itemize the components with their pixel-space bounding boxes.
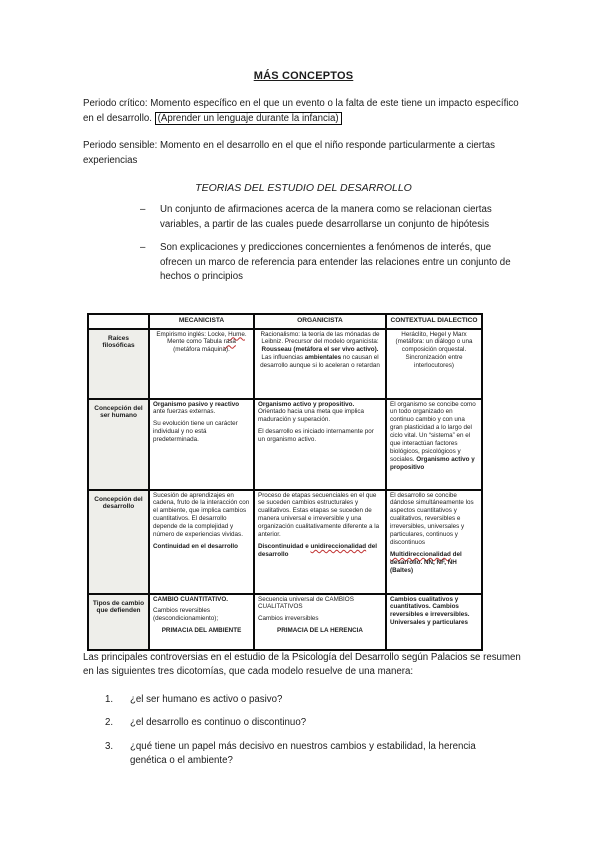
cell-paragraph: Cambios irreversibles: [258, 615, 319, 623]
table-cell: [254, 399, 386, 490]
table-row: [88, 594, 482, 650]
table-cell: [149, 329, 254, 399]
boxed-annotation: (Aprender un lenguaje durante la infancia): [155, 112, 342, 125]
cell-paragraph: Secuencia universal de CAMBIOS CUALITATIVOS: [258, 595, 354, 611]
row-label: Concepción del desarrollo: [88, 490, 149, 594]
row-label: Raíces filosóficas: [88, 329, 149, 399]
section-heading: TEORIAS DEL ESTUDIO DEL DESARROLLO: [195, 182, 412, 194]
table-cell: [149, 594, 254, 650]
table-cell: [386, 594, 482, 650]
item-number: 2.: [105, 717, 114, 728]
table-cell: [149, 490, 254, 594]
column-header: CONTEXTUAL DIALECTICO: [386, 314, 482, 329]
cell-paragraph: CAMBIO CUANTITATIVO.: [153, 595, 228, 603]
table-cell: [386, 490, 482, 594]
table-cell: [254, 490, 386, 594]
item-number: 1.: [105, 693, 114, 705]
row-label: Tipos de cambio que defienden: [88, 594, 149, 650]
item-number: 3.: [105, 740, 114, 752]
cell-paragraph: El desarrollo es iniciado internamente por un organismo activo.: [258, 428, 374, 444]
bullet-text: Un conjunto de afirmaciones acerca de la manera como se relacionan ciertas variables, a partir de las cuales puede desarrollarse un conjunto de hipótesis: [160, 204, 492, 230]
item-text: ¿qué tiene un papel más decisivo en nuestros cambios y estabilidad, la herencia genética o el ambiente?: [130, 740, 476, 766]
table-cell: [149, 399, 254, 490]
bullet-text: Son explicaciones y predicciones concernientes a fenómenos de interés, que ofrecen un marco de referencia para entender las relaciones entre un conjunto de hechos o principios: [160, 242, 511, 282]
table-header-row: [88, 314, 482, 329]
numbered-item: [105, 716, 505, 731]
table-cell: [386, 329, 482, 399]
cell-paragraph: El organismo se concibe como un todo organizado en continuo cambio y con una gran plasticidad a lo largo del ciclo vital. Un “sistema” en el que interactúan factores biológicos, psicológicos y sociales. Organismo activo y propositivo: [390, 400, 476, 471]
cell-paragraph: Continuidad en el desarrollo: [153, 542, 239, 550]
numbered-item: [105, 740, 505, 769]
cell-paragraph: El desarrollo se concibe dándose simultáneamente los aspectos cuantitativos y cualitativos, reversibles e irreversibles, universales y particulares, continuos y discontinuos: [390, 491, 474, 546]
numbered-list: [105, 693, 524, 769]
table-cell: [254, 329, 386, 399]
cell-paragraph: Racionalismo: la teoría de las mónadas de Leibniz. Precursor del modelo organicista: Rousseau (metáfora el ser vivo activo). Las influencias ambientales no causan el desarrollo aunque si lo aceleran o retardan: [260, 330, 380, 370]
bullet-dash: –: [140, 204, 146, 215]
cell-paragraph: Discontinuidad e unidireccionalidad del desarrollo: [258, 542, 377, 558]
page-title: MÁS CONCEPTOS: [253, 70, 354, 82]
cell-paragraph: Cambios cualitativos y cuantitativos. Cambios reversibles e irreversibles. Universales y particulares: [390, 595, 470, 627]
cell-paragraph: Multidireccionalidad del desarrollo. NN, NF, NH (Baltes): [390, 550, 462, 574]
paragraph-periodo-sensible: Periodo sensible: Momento en el desarrollo en el que el niño responde particularmente a ciertas experiencias: [83, 140, 495, 166]
item-text: ¿el ser humano es activo o pasivo?: [130, 693, 283, 705]
cell-paragraph: Cambios reversibles (descondicionamiento);: [153, 607, 219, 623]
closing-paragraph: Las principales controversias en el estudio de la Psicología del Desarrollo según Palacios se resumen en las siguientes tres dicotomías, que cada modelo resuelve de una manera:: [83, 651, 521, 677]
column-header: MECANICISTA: [149, 314, 254, 329]
cell-paragraph: Empirismo inglés: Locke, Hume. Mente como Tabula rasa (metáfora máquina).: [156, 330, 247, 354]
column-header: ORGANICISTA: [254, 314, 386, 329]
bullet-dash: –: [140, 242, 146, 253]
cell-paragraph: Su evolución tiene un carácter individual y no está predeterminada.: [153, 420, 238, 444]
theories-table: [87, 313, 483, 651]
bullet-item: [140, 203, 512, 232]
table-row: [88, 329, 482, 399]
table-row: [88, 490, 482, 594]
cell-paragraph: Heráclito, Hegel y Marx (metáfora: un diálogo o una composición orquestal. Sincronización entre interlocutores): [395, 330, 473, 370]
table-cell: [386, 399, 482, 490]
cell-paragraph: Organismo pasivo y reactivo ante fuerzas externas.: [153, 400, 240, 416]
numbered-item: [105, 693, 505, 708]
corner-cell: [88, 314, 149, 329]
periodo-critico-text: Periodo crítico: Momento específico en el que un evento o la falta de este tiene un impacto específico en el desarrollo.: [83, 98, 519, 124]
cell-paragraph: Organismo activo y propositivo. Orientado hacia una meta que implica maduración y superación.: [258, 400, 365, 424]
table-row: [88, 399, 482, 490]
table-cell: [254, 594, 386, 650]
cell-paragraph: PRIMACIA DEL AMBIENTE: [161, 627, 242, 635]
cell-paragraph: Sucesión de aprendizajes en cadena, fruto de la interacción con el ambiente, que implica cambios cuantitativos. El desarrollo depende de la complejidad y número de experiencias vividas.: [153, 491, 250, 539]
paragraph-periodo-critico: [83, 97, 524, 126]
theories-table-head: [88, 314, 482, 329]
theories-table-body: [88, 329, 482, 650]
bullet-item: [140, 241, 512, 285]
item-text: ¿el desarrollo es continuo o discontinuo?: [130, 717, 307, 728]
cell-paragraph: Proceso de etapas secuenciales en el que se suceden cambios estructurales y cualitativos. Estas etapas se suceden de manera universal e irreversible y una organización cualitativamente diferente a la anterior.: [258, 491, 380, 539]
cell-paragraph: PRIMACIA DE LA HERENCIA: [277, 627, 363, 635]
row-label: Concepción del ser humano: [88, 399, 149, 490]
